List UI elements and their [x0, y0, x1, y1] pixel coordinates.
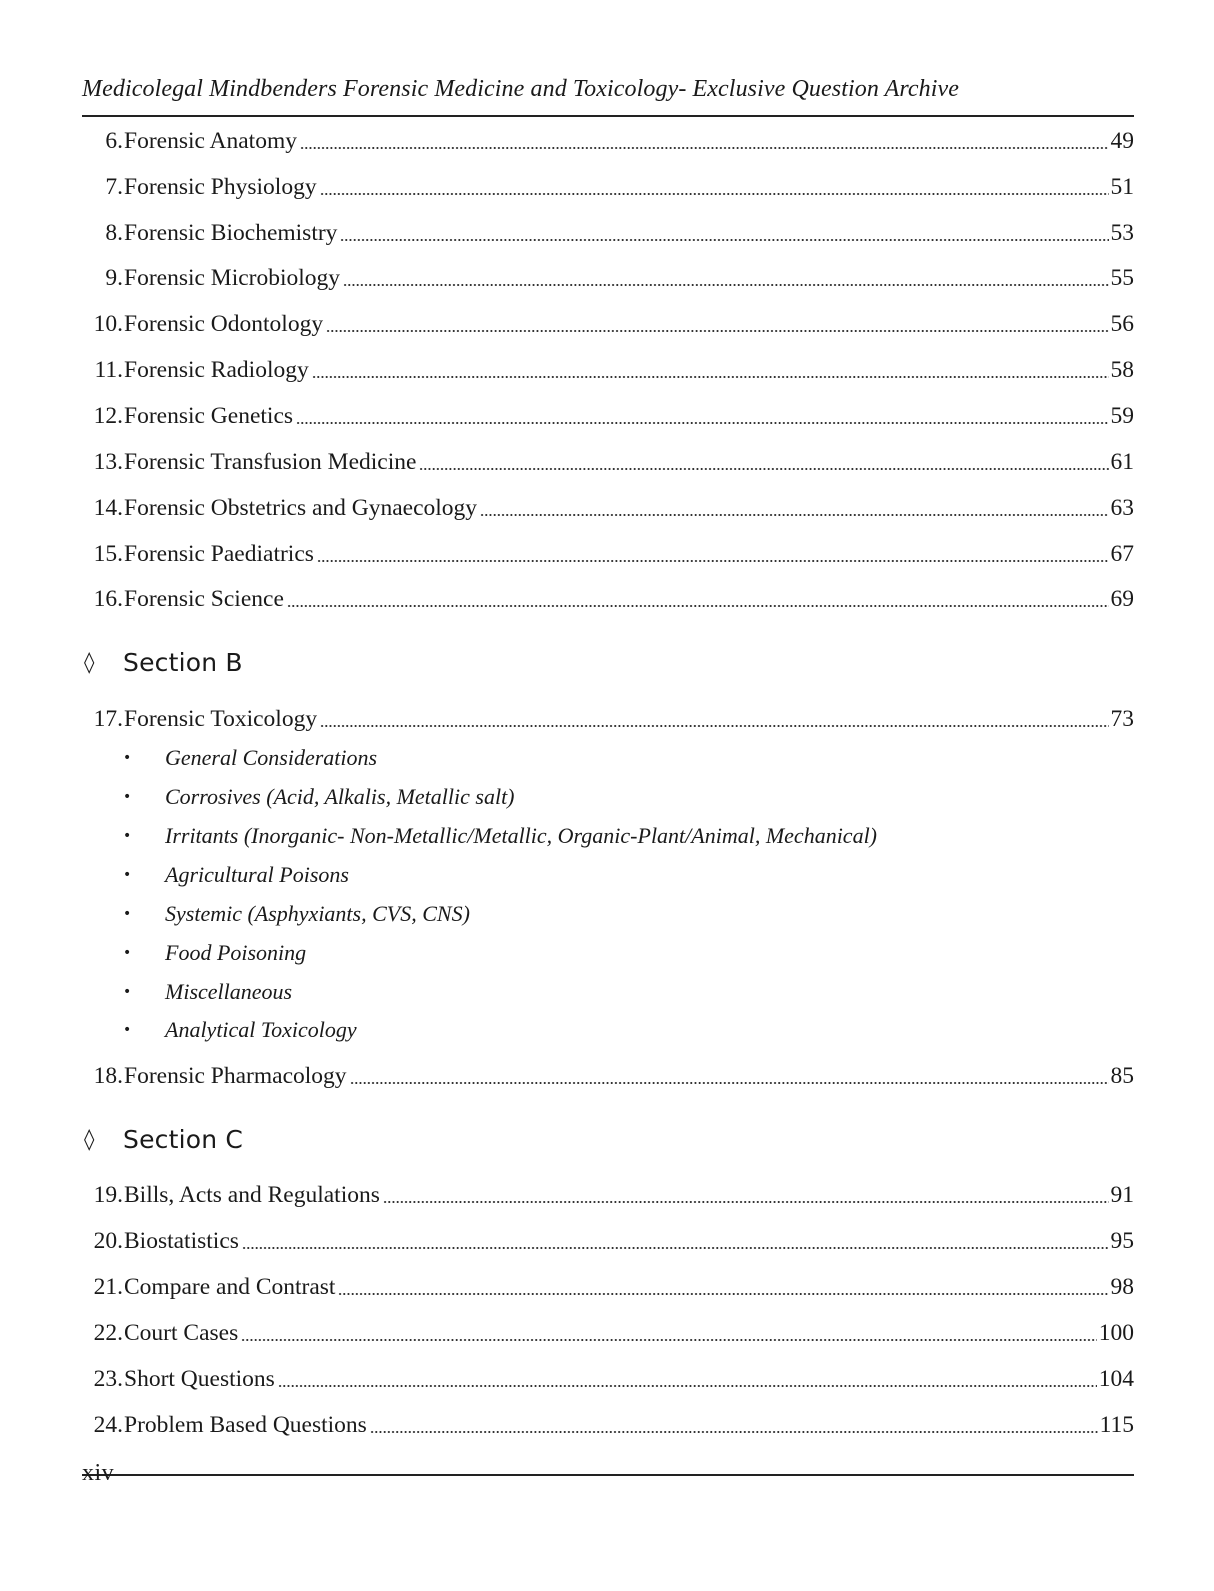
header-rule — [82, 115, 1134, 117]
toc-entry[interactable] — [82, 447, 1134, 477]
toc-entry-number: 10. — [93, 311, 123, 337]
toc-entry-page: 73 — [1110, 706, 1134, 732]
toc-entry-page: 115 — [1099, 1412, 1134, 1438]
toc-entry-title: Forensic Physiology — [124, 174, 317, 200]
bullet-icon: • — [123, 867, 132, 883]
section-c-heading — [82, 1122, 243, 1156]
subtopic-text: Miscellaneous — [165, 979, 293, 1004]
bullet-icon: • — [123, 1022, 132, 1038]
dot-leader — [340, 234, 1108, 242]
toc-entry[interactable] — [82, 1410, 1134, 1440]
toc-entry-title: Forensic Biochemistry — [124, 220, 338, 246]
toc-entry[interactable] — [82, 1226, 1134, 1256]
subtopic-text: Agricultural Poisons — [165, 862, 349, 887]
section-label: Section B — [123, 647, 243, 677]
subtopic-text: Systemic (Asphyxiants, CVS, CNS) — [165, 901, 470, 926]
dot-leader — [370, 1426, 1098, 1434]
toc-entry-page: 98 — [1110, 1274, 1134, 1300]
subtopic-text: Food Poisoning — [165, 940, 307, 965]
toc-entry-title: Biostatistics — [124, 1228, 239, 1254]
bullet-icon: • — [123, 828, 132, 844]
toc-entry-number: 24. — [93, 1412, 123, 1438]
dot-leader — [419, 463, 1108, 471]
toc-entry-number: 20. — [93, 1228, 123, 1254]
dot-leader — [287, 600, 1109, 608]
toc-entry[interactable] — [82, 172, 1134, 202]
toc-entry-page: 85 — [1110, 1063, 1134, 1089]
toc-entry-page: 49 — [1110, 128, 1134, 154]
dot-leader — [242, 1242, 1109, 1250]
dot-leader — [296, 417, 1108, 425]
toc-entry-page: 55 — [1110, 265, 1134, 291]
toc-entry-title: Forensic Microbiology — [124, 265, 341, 291]
footer-rule — [82, 1474, 1134, 1476]
toc-entry-title: Problem Based Questions — [124, 1412, 367, 1438]
toc-entry-number: 18. — [93, 1063, 123, 1089]
toc-entry-number: 19. — [93, 1182, 123, 1208]
toc-entry[interactable] — [82, 539, 1134, 569]
toc-entry[interactable] — [82, 401, 1134, 431]
dot-leader — [241, 1334, 1097, 1342]
section-label: Section C — [123, 1124, 244, 1154]
subtopic-text: Corrosives (Acid, Alkalis, Metallic salt) — [165, 784, 515, 809]
toc-entry-number: 6. — [105, 128, 123, 154]
subtopic-item — [122, 939, 306, 967]
dot-leader — [300, 142, 1109, 150]
dot-leader — [320, 720, 1108, 728]
subtopic-item — [122, 978, 292, 1006]
section-b-heading — [82, 645, 243, 679]
subtopic-item — [122, 744, 377, 772]
toc-entry-number: 9. — [105, 265, 123, 291]
page-folio: xiv — [82, 1460, 115, 1486]
subtopic-item — [122, 1016, 357, 1044]
subtopic-text: Analytical Toxicology — [165, 1017, 357, 1042]
toc-entry-title: Short Questions — [124, 1366, 275, 1392]
toc-entry[interactable] — [82, 1272, 1134, 1302]
toc-entry[interactable] — [82, 218, 1134, 248]
dot-leader — [350, 1077, 1109, 1085]
dot-leader — [312, 371, 1109, 379]
toc-entry-title: Bills, Acts and Regulations — [124, 1182, 380, 1208]
toc-entry[interactable] — [82, 704, 1134, 734]
subtopic-text: Irritants (Inorganic- Non-Metallic/Metallic, Organic-Plant/Animal, Mechanical) — [165, 823, 878, 848]
toc-entry-title: Forensic Obstetrics and Gynaecology — [124, 495, 478, 521]
toc-entry[interactable] — [82, 1061, 1134, 1091]
subtopic-item — [122, 822, 877, 850]
toc-entry[interactable] — [82, 1364, 1134, 1394]
toc-page — [82, 0, 1134, 1591]
toc-entry-title: Forensic Science — [124, 586, 284, 612]
toc-entry-page: 61 — [1110, 449, 1134, 475]
toc-entry-title: Forensic Toxicology — [124, 706, 318, 732]
toc-entry-title: Court Cases — [124, 1320, 239, 1346]
dot-leader — [320, 188, 1109, 196]
toc-entry[interactable] — [82, 1318, 1134, 1348]
toc-entry[interactable] — [82, 263, 1134, 293]
subtopic-item — [122, 900, 470, 928]
subtopic-item — [122, 861, 349, 889]
toc-entry-title: Compare and Contrast — [124, 1274, 336, 1300]
toc-entry-number: 23. — [93, 1366, 123, 1392]
toc-entry-number: 21. — [93, 1274, 123, 1300]
toc-entry-title: Forensic Genetics — [124, 403, 294, 429]
toc-entry-number: 16. — [93, 586, 123, 612]
dot-leader — [278, 1380, 1097, 1388]
toc-entry-page: 63 — [1110, 495, 1134, 521]
dot-leader — [338, 1288, 1108, 1296]
subtopic-text: General Considerations — [165, 745, 378, 770]
toc-entry-number: 13. — [93, 449, 123, 475]
toc-entry[interactable] — [82, 126, 1134, 156]
toc-entry-title: Forensic Paediatrics — [124, 541, 314, 567]
toc-entry-page: 56 — [1110, 311, 1134, 337]
bullet-icon: • — [123, 906, 132, 922]
bullet-icon: • — [123, 750, 132, 766]
toc-entry[interactable] — [82, 309, 1134, 339]
toc-entry-page: 69 — [1110, 586, 1134, 612]
toc-entry-title: Forensic Radiology — [124, 357, 309, 383]
running-head-title: Medicolegal Mindbenders Forensic Medicine and Toxicology- Exclusive Question Archive — [82, 76, 960, 102]
toc-entry[interactable] — [82, 1180, 1134, 1210]
dot-leader — [326, 325, 1108, 333]
toc-entry-number: 7. — [105, 174, 123, 200]
toc-entry-page: 67 — [1110, 541, 1134, 567]
toc-entry[interactable] — [82, 355, 1134, 385]
toc-entry-page: 51 — [1110, 174, 1134, 200]
toc-entry-number: 11. — [94, 357, 123, 383]
toc-entry-number: 14. — [93, 495, 123, 521]
dot-leader — [343, 279, 1108, 287]
toc-entry-page: 104 — [1098, 1366, 1134, 1392]
diamond-icon: ◊ — [84, 1127, 95, 1151]
toc-entry-number: 8. — [105, 220, 123, 246]
toc-entry-page: 53 — [1110, 220, 1134, 246]
toc-entry-title: Forensic Transfusion Medicine — [124, 449, 417, 475]
toc-entry-number: 12. — [93, 403, 123, 429]
toc-entry-page: 95 — [1110, 1228, 1134, 1254]
bullet-icon: • — [123, 984, 132, 1000]
toc-entry-number: 15. — [93, 541, 123, 567]
toc-entry-page: 91 — [1110, 1182, 1134, 1208]
dot-leader — [480, 509, 1108, 517]
toc-entry-title: Forensic Pharmacology — [124, 1063, 347, 1089]
toc-entry-number: 22. — [93, 1320, 123, 1346]
dot-leader — [383, 1196, 1109, 1204]
toc-entry[interactable] — [82, 584, 1134, 614]
toc-entry-title: Forensic Anatomy — [124, 128, 297, 154]
toc-entry-page: 58 — [1110, 357, 1134, 383]
bullet-icon: • — [123, 789, 132, 805]
bullet-icon: • — [123, 945, 132, 961]
dot-leader — [317, 555, 1109, 563]
toc-entry-page: 100 — [1098, 1320, 1134, 1346]
diamond-icon: ◊ — [84, 650, 95, 674]
toc-entry[interactable] — [82, 493, 1134, 523]
toc-entry-title: Forensic Odontology — [124, 311, 324, 337]
toc-entry-number: 17. — [93, 706, 123, 732]
toc-entry-page: 59 — [1110, 403, 1134, 429]
subtopic-item — [122, 783, 515, 811]
